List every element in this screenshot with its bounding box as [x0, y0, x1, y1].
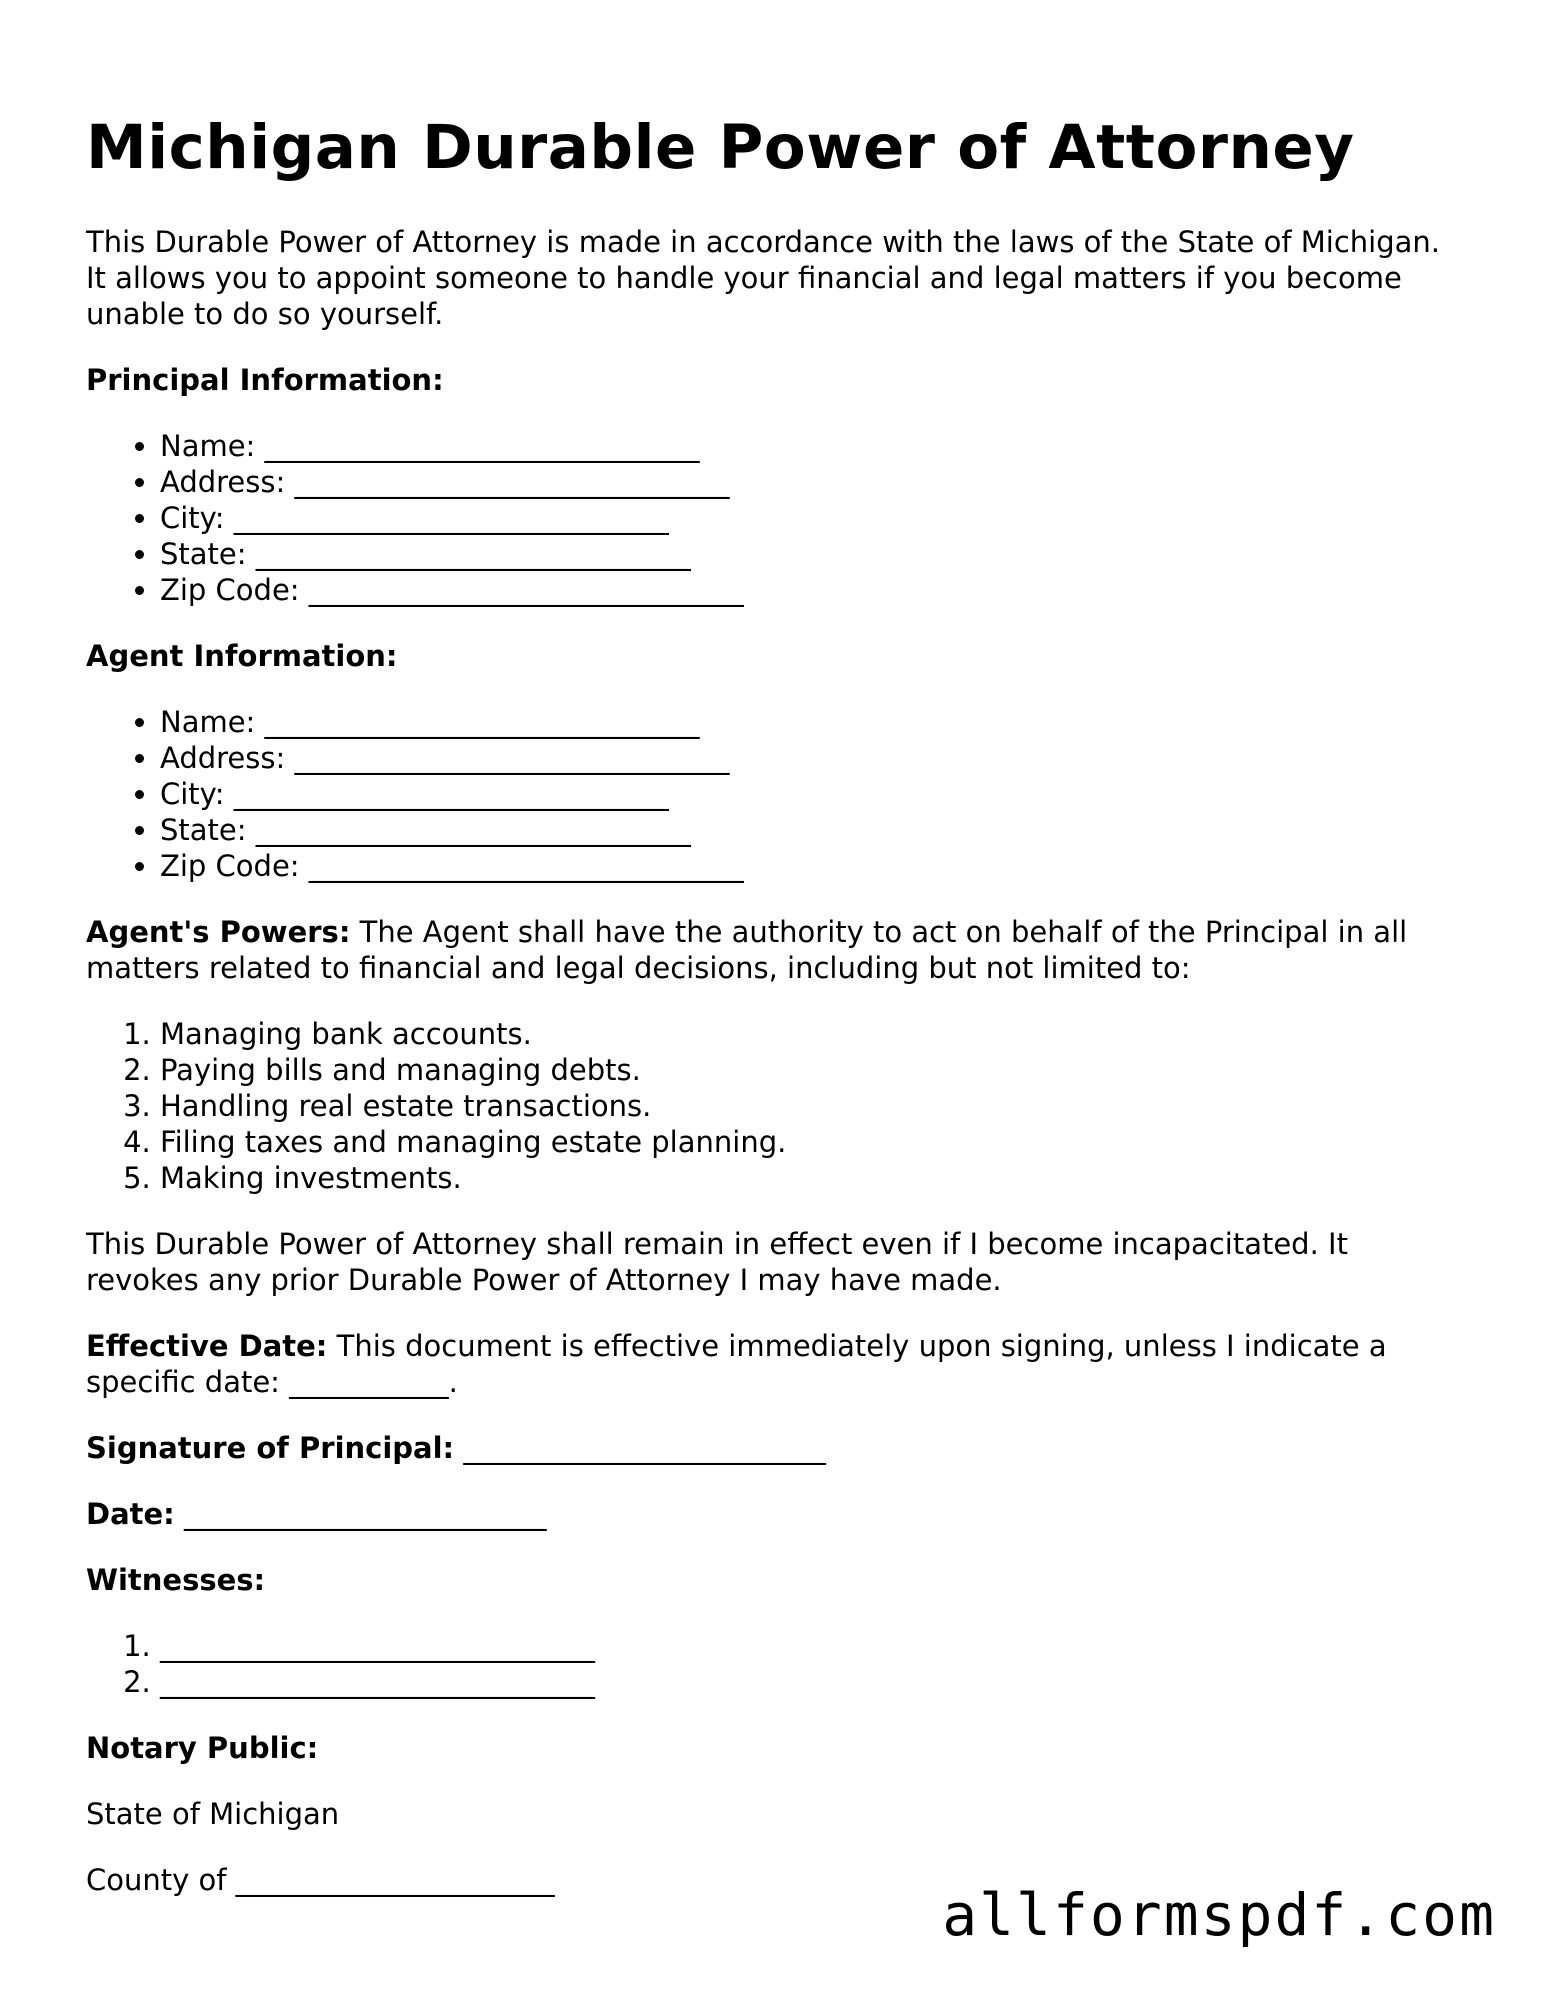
signature-line: [86, 1430, 1466, 1466]
document-title: Michigan Durable Power of Attorney: [86, 112, 1355, 183]
agent-fields-list: [86, 704, 1466, 884]
principal-city-field: • City: ______________________________: [160, 500, 1466, 536]
powers-paragraph: [86, 914, 1466, 986]
date-label: Date:: [86, 1497, 175, 1531]
effective-date-label: Effective Date:: [86, 1329, 328, 1363]
witnesses-heading: Witnesses:: [86, 1563, 266, 1597]
power-item: 5. Making investments.: [160, 1160, 1466, 1196]
notary-county: County of ______________________: [86, 1863, 555, 1897]
principal-fields-list: [86, 428, 1466, 608]
witness-line: 1. ______________________________: [160, 1628, 1466, 1664]
power-item: 2. Paying bills and managing debts.: [160, 1052, 1466, 1088]
signature-label: Signature of Principal:: [86, 1431, 455, 1465]
principal-state-field: • State: ______________________________: [160, 536, 1466, 572]
power-item: 3. Handling real estate transactions.: [160, 1088, 1466, 1124]
powers-list: [86, 1016, 1466, 1196]
agent-zip-field: • Zip Code: ______________________________: [160, 848, 1466, 884]
agent-city-field: • City: ______________________________: [160, 776, 1466, 812]
principal-heading: Principal Information:: [86, 363, 444, 397]
principal-zip-field: • Zip Code: ______________________________: [160, 572, 1466, 608]
durability-clause: This Durable Power of Attorney shall remain in effect even if I become incapacitated. It revokes any prior Durable Power of Attorney I may have made.: [86, 1227, 1348, 1297]
principal-name-field: • Name: ______________________________: [160, 428, 1466, 464]
effective-date-text: This document is effective immediately upon signing, unless I indicate a specific date: ___________.: [86, 1329, 1387, 1399]
witness-line: 2. ______________________________: [160, 1664, 1466, 1700]
agent-heading: Agent Information:: [86, 639, 398, 673]
power-item: 4. Filing taxes and managing estate planning.: [160, 1124, 1466, 1160]
notary-heading: Notary Public:: [86, 1731, 319, 1765]
document-page: [86, 108, 1466, 1928]
agent-name-field: • Name: ______________________________: [160, 704, 1466, 740]
powers-text: The Agent shall have the authority to act on behalf of the Principal in all matters related to financial and legal decisions, including but not limited to:: [86, 915, 1408, 985]
date-blank: _________________________: [174, 1497, 547, 1531]
watermark-text: allformspdf.com: [942, 1881, 1496, 1949]
effective-date-paragraph: [86, 1328, 1466, 1400]
notary-state: State of Michigan: [86, 1797, 340, 1831]
witnesses-list: [86, 1628, 1466, 1700]
agent-state-field: • State: ______________________________: [160, 812, 1466, 848]
intro-paragraph: This Durable Power of Attorney is made in accordance with the laws of the State of Michigan. It allows you to appoint someone to handle your financial and legal matters if you become unable to do so yourself.: [86, 225, 1441, 331]
powers-label: Agent's Powers:: [86, 915, 351, 949]
principal-address-field: • Address: ______________________________: [160, 464, 1466, 500]
power-item: 1. Managing bank accounts.: [160, 1016, 1466, 1052]
signature-blank: _________________________: [454, 1431, 826, 1465]
agent-address-field: • Address: ______________________________: [160, 740, 1466, 776]
date-line: [86, 1496, 1466, 1532]
